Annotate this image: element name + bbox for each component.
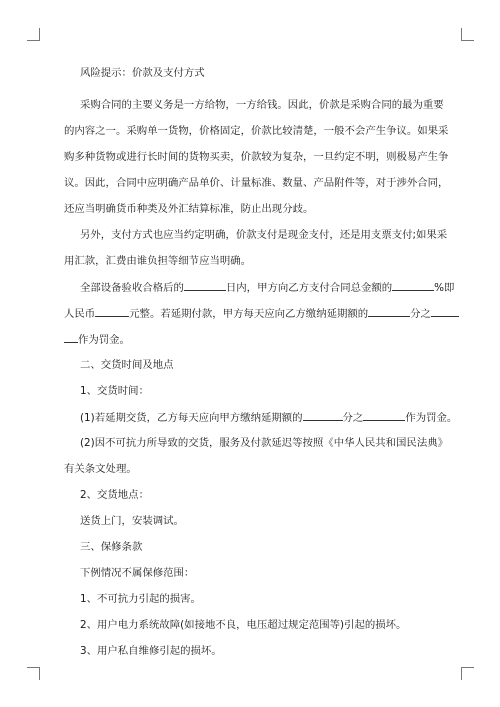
clause-text: 人民币	[64, 308, 96, 320]
delivery-clause-line	[80, 410, 457, 424]
clause-text: (1)若延期交货，乙方每天应向甲方缴纳延期额的	[80, 412, 303, 424]
clause-text: 日内，甲方向乙方支付合同总金额的	[225, 282, 393, 294]
fill-blank	[368, 306, 410, 317]
fill-blank	[392, 280, 434, 291]
fill-blank	[363, 410, 405, 421]
paragraph-line: 下例情况不属保修范围：	[80, 567, 195, 579]
paragraph-line: 购多种货物或进行长时间的货物买卖，价款较为复杂，一旦约定不明，则极易产生争	[64, 151, 449, 163]
fill-blank	[431, 306, 459, 317]
clause-text: 元整。若延期付款，甲方每天应向乙方缴纳延期额的	[129, 308, 369, 320]
section-heading: 二、交货时间及地点	[80, 359, 174, 371]
clause-text: 作为罚金。	[405, 412, 458, 424]
paragraph-line: 有关条文处理。	[64, 463, 137, 475]
paragraph-line: (2)因不可抗力所导致的交货，服务及付款延迟等按照《中华人民共和国民法典》	[80, 437, 448, 449]
subsection-heading: 2、交货地点：	[80, 489, 149, 501]
fill-blank	[303, 410, 343, 421]
section-heading: 三、保修条款	[80, 541, 143, 553]
payment-clause-line	[64, 306, 459, 320]
crop-mark-bottom-left	[27, 667, 40, 680]
clause-text: 作为罚金。	[78, 334, 130, 346]
fill-blank	[184, 280, 226, 291]
crop-mark-bottom-right	[461, 667, 474, 680]
paragraph-line: 议。因此，合同中应明确产品单价、计量标准、数量、产品附件等，对于涉外合同，	[64, 177, 449, 189]
list-item: 2、用户电力系统故障(如接地不良，电压超过规定范围等)引起的损坏。	[80, 619, 407, 631]
paragraph-line: 送货上门，安装调试。	[80, 515, 184, 527]
subsection-heading: 1、交货时间：	[80, 385, 149, 397]
payment-clause-line	[80, 280, 454, 294]
paragraph-line: 另外，支付方式也应当约定明确，价款支付是现金支付，还是用支票支付;如果采	[80, 229, 448, 241]
fill-blank	[95, 306, 129, 317]
fill-blank	[64, 332, 78, 343]
crop-mark-top-left	[27, 28, 40, 41]
clause-text: 全部设备验收合格后的	[80, 282, 184, 294]
paragraph-line: 还应当明确货币种类及外汇结算标准，防止出现分歧。	[64, 203, 314, 215]
payment-clause-line	[64, 332, 130, 346]
clause-text: %即	[434, 282, 455, 294]
clause-text: 分之	[410, 308, 431, 320]
crop-mark-top-right	[461, 28, 474, 41]
list-item: 3、用户私自维修引起的损坏。	[80, 645, 222, 657]
list-item: 1、不可抗力引起的损害。	[80, 593, 201, 605]
paragraph-line: 采购合同的主要义务是一方给物，一方给钱。因此，价款是采购合同的最为重要	[80, 99, 444, 111]
clause-text: 分之	[342, 412, 364, 424]
section-heading: 风险提示：价款及支付方式	[80, 67, 205, 79]
paragraph-line: 的内容之一。采购单一货物，价格固定，价款比较清楚，一般不会产生争议。如果采	[64, 125, 449, 137]
paragraph-line: 用汇款，汇费由谁负担等细节应当明确。	[64, 255, 252, 267]
